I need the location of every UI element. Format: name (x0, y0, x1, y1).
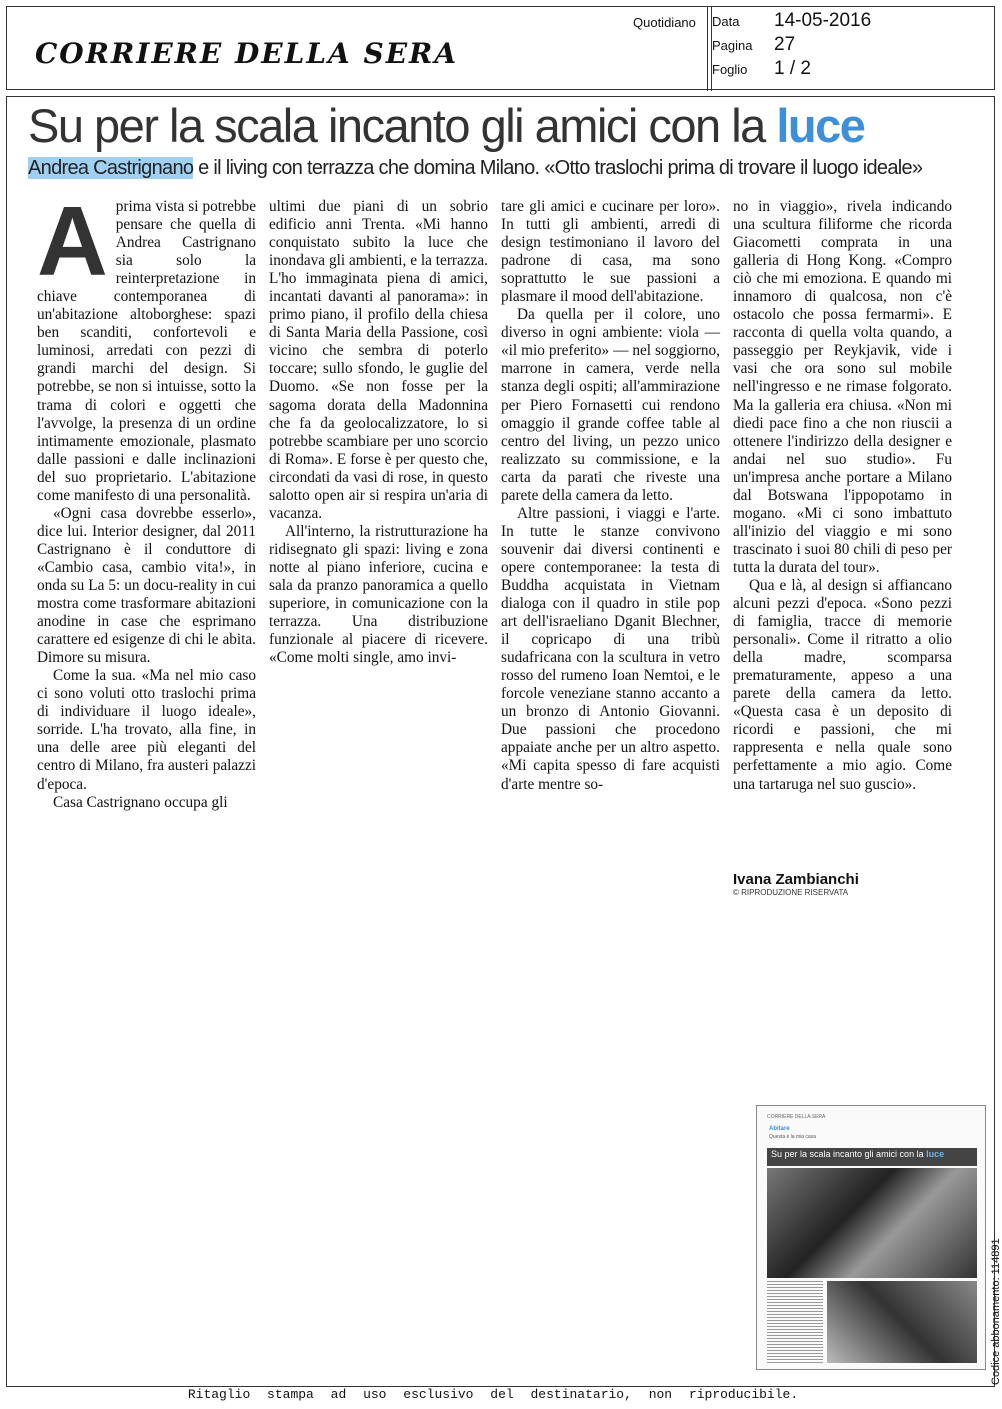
article-paragraph: ultimi due piani di un sobrio edificio anni Trenta. «Mi hanno conquistato subito la luce che inondava gli ambienti, e la terrazza. L'ho immaginata piena di amici, incantati davanti al panorama»: in primo piano, il profilo della chiesa di Santa Maria della Passione, così vicino che sembra di poterlo toccare; sullo sfondo, le guglie del Duomo. «Se non fosse per la sagoma dorata della Madonnina che fa da geolocalizzatore, lo si potrebbe scambiare per uno scorcio di Roma». E forse è per questo che, circondati da vasi di rose, in questo salotto open air si respira un'aria di vacanza. (269, 198, 488, 522)
sheet-label: Foglio (712, 62, 748, 77)
publication-type: Quotidiano (633, 15, 696, 30)
page-value: 27 (774, 34, 796, 55)
article-paragraph: prima vista si potrebbe pensare che quella di Andrea Castrignano sia solo la reinterpretazione in chiave contemporanea di un'abitazione altoborghese: spazi ben scanditi, confortevoli e luminosi, arredati con pezzi di grandi marchi del design. Si potrebbe, se non si intuisse, sotto la trama di colori e oggetti che l'avvolge, la presenza di un ordine intimamente emozionale, plasmato dalle passioni e dalle inclinazioni del suo proprietario. L'abitazione come manifesto di una personalità. (37, 198, 256, 504)
article-column-4 (733, 198, 952, 794)
headline: Su per la scala incanto gli amici con la luce (28, 99, 865, 152)
thumbnail-section: Abitare (769, 1126, 790, 1132)
newspaper-logo: CORRIERE DELLA SERA (35, 37, 459, 70)
article-column-3 (501, 198, 720, 794)
subscription-code: Codice abbonamento: 114891 (990, 1238, 1002, 1385)
thumbnail-photo (767, 1168, 977, 1278)
article-paragraph: «Ogni casa dovrebbe esserlo», dice lui. Interior designer, dal 2011 Castrignano è il conduttore di «Cambio casa, cambio vita!», in onda su La 5: un docu-reality in cui mostra come trasformare abitazioni anodine in case che esprimano carattere ed esigenze di chi le abita. Dimore su misura. (37, 504, 256, 667)
headline-accent: luce (776, 99, 865, 152)
highlighted-name: Andrea Castrignano (28, 157, 194, 179)
author-byline: Ivana Zambianchi (733, 871, 859, 888)
divider (707, 7, 708, 91)
article-paragraph: no in viaggio», rivela indicando una scultura filiforme che ricorda Giacometti comprata in una galleria di Hong Kong. «Compro ciò che mi emoziona. E quando mi innamoro di qualcosa, non c'è ostacolo che possa fermarmi». E racconta di quella volta quando, a passeggio per Reykjavik, vide i vasi che ora sono sul mobile nell'ingresso e ne rimase folgorato. Ma la galleria era chiusa. «Non mi diedi pace fino a che non riuscii a ottenere l'indirizzo della designer e andai nel suo studio». Fu un'impresa anche portare a Milano dal Botswana l'ippopotamo in mogano. «Mi ci sono imbattuto all'inizio del viaggio e mi sono trascinato i suoi 80 chili di peso per tutta la durata del tour». (733, 198, 952, 576)
page-thumbnail (756, 1105, 986, 1370)
thumbnail-masthead: CORRIERE DELLA SERA (767, 1114, 826, 1120)
article-paragraph: All'interno, la ristrutturazione ha ridisegnato gli spazi: living e zona notte al piano inferiore, cucina e sala da pranzo panoramica a quello superiore, in comunicazione con la terrazza. Una distribuzione funzionale al piacere di ricevere. «Come molti single, amo invi- (269, 522, 488, 667)
copyright-notice: © RIPRODUZIONE RISERVATA (733, 888, 849, 897)
subheadline: Andrea Castrignano e il living con terrazza che domina Milano. «Otto traslochi prima di trovare il luogo ideale» (28, 157, 923, 179)
thumbnail-headline: Su per la scala incanto gli amici con la luce (771, 1149, 945, 1159)
thumbnail-subsection: Questa è la mia casa (769, 1134, 816, 1140)
sheet-value: 1 / 2 (774, 58, 811, 79)
footer-disclaimer: Ritaglio stampa ad uso esclusivo del destinatario, non riproducibile. (187, 1387, 799, 1402)
article-paragraph: Come la sua. «Ma nel mio caso ci sono voluti otto traslochi prima di individuare il luogo ideale», sorride. L'ha trovato, alla fine, in una delle aree più eleganti del centro di Milano, fra austeri palazzi d'epoca. (37, 667, 256, 793)
article-paragraph: tare gli amici e cucinare per loro». In tutti gli ambienti, arredi di design testimoniano il lavoro del padrone di casa, ma sono soprattutto le sue passioni a plasmare il mood dell'abitazione. (501, 198, 720, 306)
article-paragraph: Casa Castrignano occupa gli (53, 793, 228, 811)
page-label: Pagina (712, 38, 753, 53)
thumbnail-text-block (767, 1281, 823, 1363)
article-paragraph: Altre passioni, i viaggi e l'arte. In tutte le stanze convivono souvenir dai diversi continenti e opere contemporanee: la testa di Buddha acquistata in Vietnam dialoga con il quadro in stile pop art dell'israeliano Dganit Blechner, il copricapo di una tribù sudafricana con la scultura in vetro rosso del rumeno Ioan Nemtoi, e le forcole veneziane stanno accanto a un bronzo di Antonio Giovanni. Due passioni che procedono appaiate anche per un altro aspetto. «Mi capita spesso di fare acquisti d'arte mentre so- (501, 504, 720, 793)
thumbnail-photo (827, 1281, 977, 1363)
article-paragraph: Da quella per il colore, uno diverso in ogni ambiente: viola — «il mio preferito» — nel soggiorno, marrone in camera, verde nella stanza degli ospiti; all'ammirazione per Piero Fornasetti cui rendono omaggio il grande coffee table al centro del living, un pezzo unico realizzato su commissione, e la carta da parati che riveste una parete della camera da letto. (501, 306, 720, 504)
article-column-1 (37, 186, 256, 812)
date-value: 14-05-2016 (774, 10, 872, 31)
article-paragraph: Qua e là, al design si affiancano alcuni pezzi d'epoca. «Sono pezzi di famiglia, tracce di memorie personali». Come il ritratto a olio della madre, scomparsa prematuramente, appeso a una parete della camera da letto. «Questa casa è un deposito di ricordi e passioni, che mi rappresenta e nella quale sono perfettamente a mio agio. Come una tartaruga nel suo guscio». (733, 576, 952, 793)
article-column-2 (269, 198, 488, 667)
date-label: Data (712, 14, 740, 29)
drop-cap: A (37, 186, 108, 296)
